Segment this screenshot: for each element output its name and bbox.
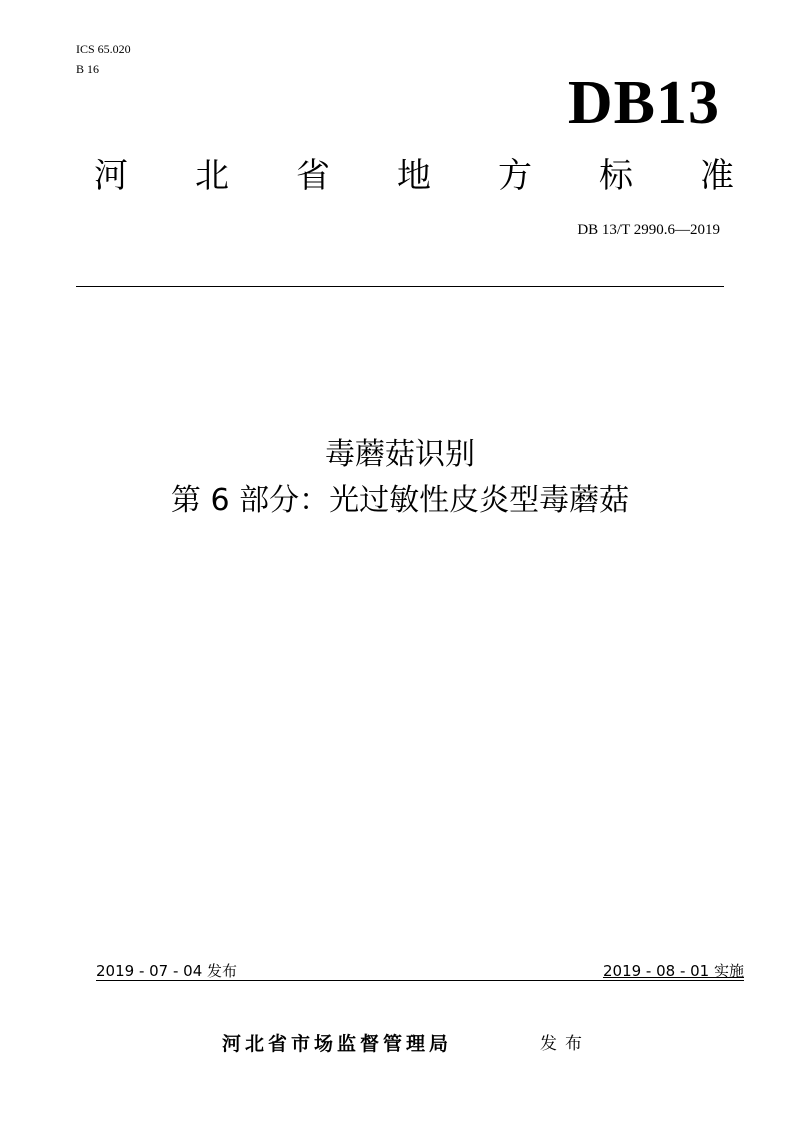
standard-type-char: 北 <box>195 156 229 196</box>
standard-number: DB 13/T 2990.6—2019 <box>577 222 720 238</box>
standard-code-logo: DB13 <box>567 69 720 137</box>
standard-type-char: 地 <box>397 156 431 196</box>
standard-type-char: 标 <box>599 156 633 196</box>
standard-type-char: 方 <box>498 156 532 196</box>
issue-date: 2019 - 07 - 04 发布 <box>96 962 238 980</box>
footer-divider <box>96 980 744 981</box>
standard-type-char: 准 <box>700 156 734 196</box>
clc-code: B 16 <box>76 62 100 76</box>
publisher-name: 河北省市场监督管理局 <box>222 1033 453 1055</box>
implementation-date: 2019 - 08 - 01 实施 <box>602 962 744 980</box>
standard-type-char: 河 <box>94 156 128 196</box>
publish-label: 发布 <box>540 1034 590 1054</box>
standard-type-char: 省 <box>296 156 330 196</box>
standard-type-heading <box>94 156 734 196</box>
document-subtitle: 第 6 部分：光过敏性皮炎型毒蘑菇 <box>170 483 630 518</box>
ics-code: ICS 65.020 <box>76 42 131 56</box>
header-divider <box>76 286 724 287</box>
document-title: 毒蘑菇识别 <box>325 437 475 472</box>
